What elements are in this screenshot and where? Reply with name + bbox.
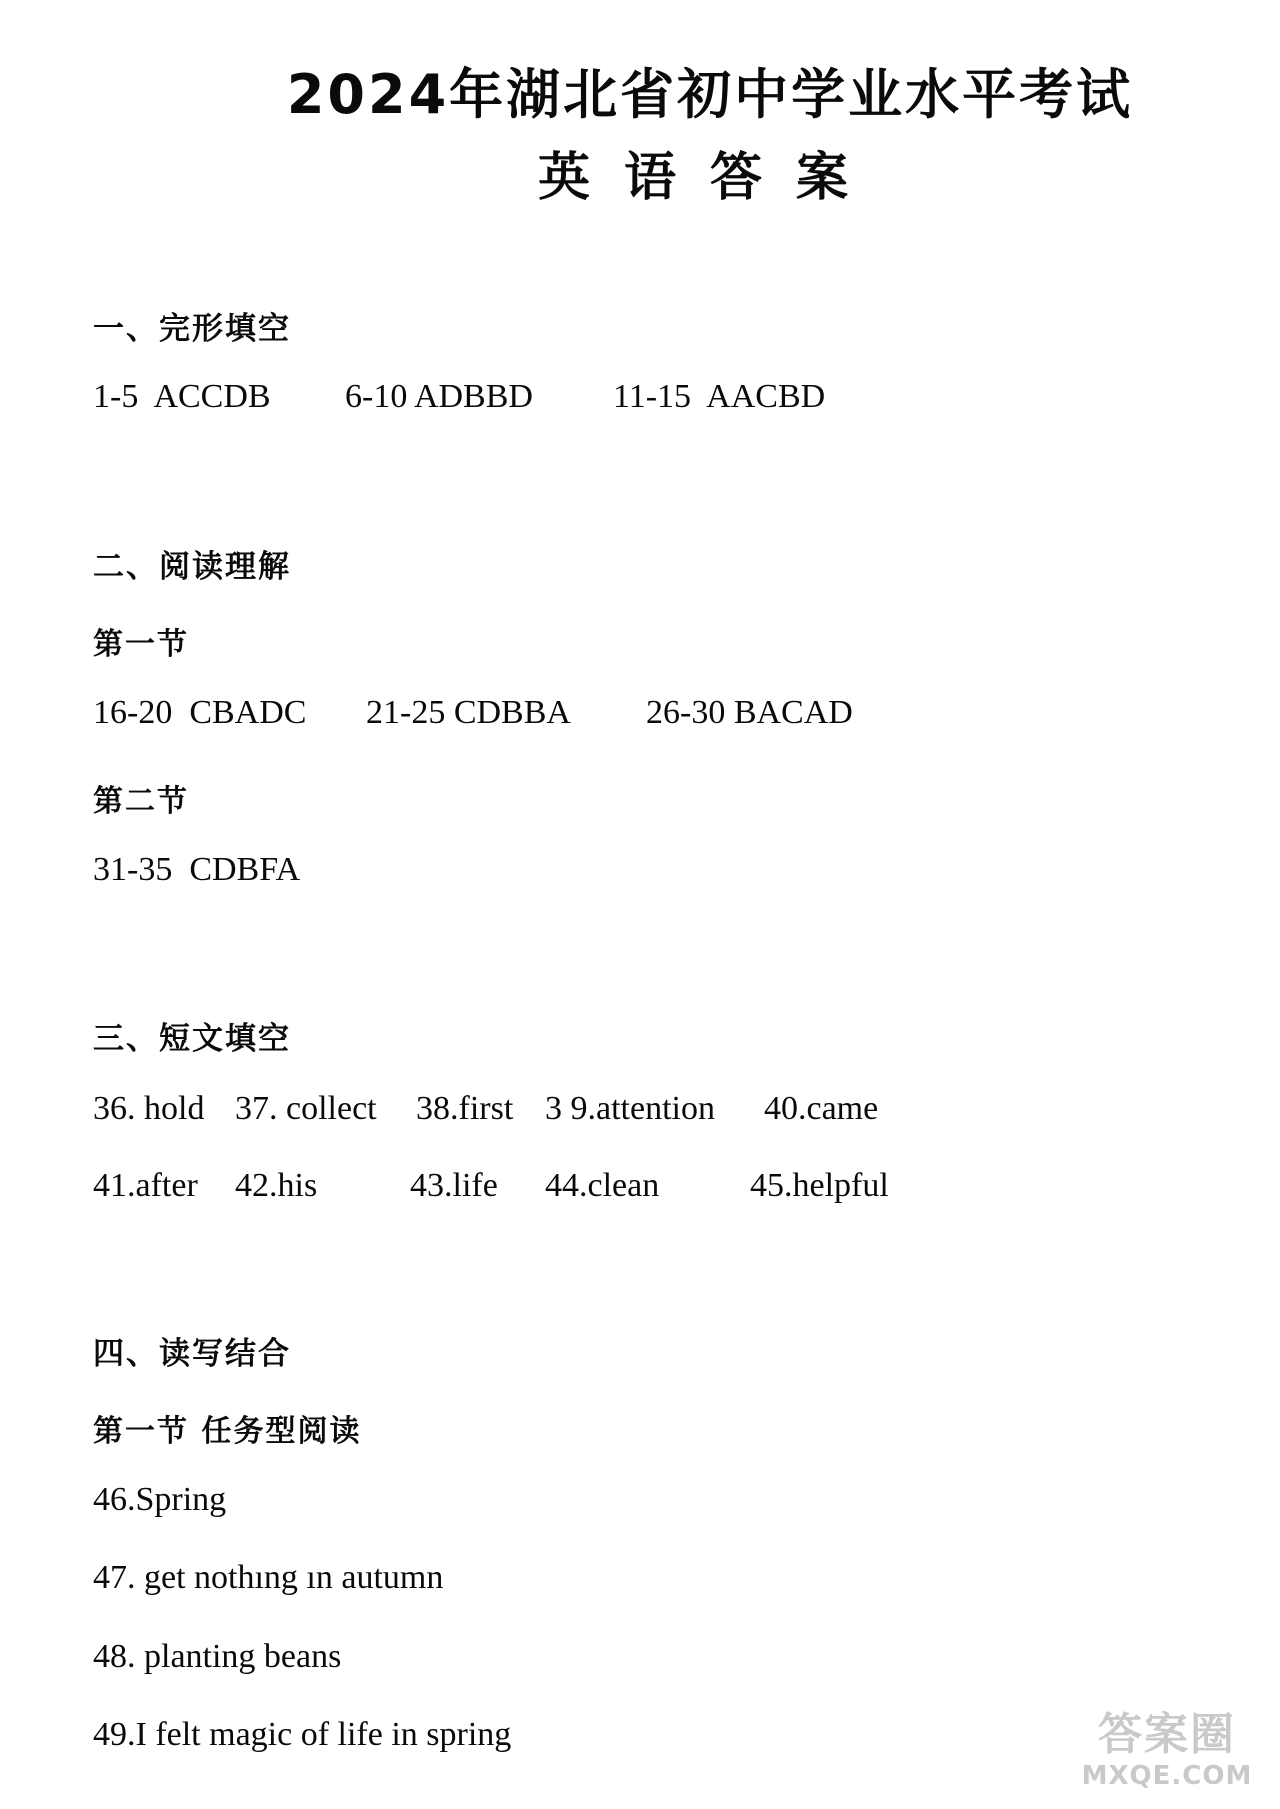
part-heading-task-reading: 第一节 任务型阅读: [93, 1414, 362, 1449]
answer-row-cloze: [0, 378, 1280, 424]
answer-item: 36. hold: [93, 1090, 205, 1127]
section-heading-read-write: 四、读写结合: [93, 1336, 291, 1372]
answer-group: 1-5 ACCDB: [93, 378, 271, 415]
answer-group: 21-25 CDBBA: [366, 694, 571, 731]
part-heading-reading-1: 第一节: [93, 627, 189, 662]
answer-line: 48. planting beans: [93, 1638, 342, 1675]
answer-item: 40.came: [764, 1090, 879, 1127]
watermark-logo: [1072, 1709, 1262, 1801]
section-heading-reading: 二、阅读理解: [93, 549, 291, 585]
watermark-domain: MXQE.COM: [1081, 1761, 1253, 1791]
answer-row-fill-in-2: [0, 1167, 1280, 1213]
answer-group: 16-20 CBADC: [93, 694, 307, 731]
watermark-text: 答案圈: [1098, 1709, 1236, 1760]
answer-group: 26-30 BACAD: [646, 694, 853, 731]
answer-item: 43.life: [410, 1167, 498, 1204]
answer-group: 31-35 CDBFA: [93, 851, 301, 888]
answer-row-reading-1: [0, 694, 1280, 740]
answer-group: 11-15 AACBD: [613, 378, 826, 415]
answer-row-fill-in-1: [0, 1090, 1280, 1136]
section-heading-fill-in: 三、短文填空: [93, 1021, 291, 1057]
page-title: 2024年湖北省初中学业水平考试: [286, 63, 1134, 126]
page-subtitle: 英语答案: [537, 148, 882, 208]
answer-item: 42.his: [235, 1167, 318, 1204]
part-heading-reading-2: 第二节: [93, 784, 189, 819]
answer-line: 46.Spring: [93, 1481, 227, 1518]
answer-row-reading-2: [0, 851, 1280, 897]
answer-line: 49.I felt magic of life in spring: [93, 1716, 512, 1753]
answer-item: 37. collect: [235, 1090, 377, 1127]
answer-item: 41.after: [93, 1167, 198, 1204]
answer-line: 47. get nothıng ın autumn: [93, 1559, 444, 1596]
answer-item: 44.clean: [545, 1167, 660, 1204]
answer-item: 45.helpful: [750, 1167, 889, 1204]
answer-group: 6-10 ADBBD: [345, 378, 533, 415]
answer-item: 38.first: [416, 1090, 514, 1127]
section-heading-cloze: 一、完形填空: [93, 311, 291, 347]
answer-item: 3 9.attention: [545, 1090, 715, 1127]
